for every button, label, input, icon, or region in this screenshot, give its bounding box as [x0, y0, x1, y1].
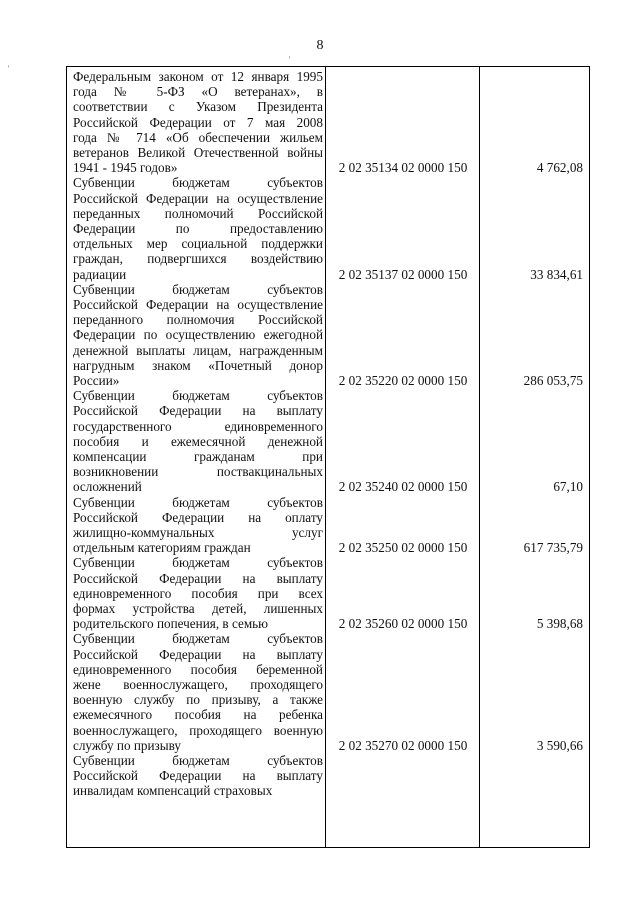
description-line: военнослужащего, проходящего военную: [73, 722, 323, 738]
description-line: Российской Федерации на оплату: [73, 509, 323, 525]
row-description: [73, 495, 323, 556]
scan-mark: ': [8, 64, 10, 73]
description-line: ежемесячного пособия на ребенка: [73, 707, 323, 723]
description-line: денежной выплаты лицам, награжденным: [73, 342, 323, 358]
description-line: Российской Федерации на осуществление: [73, 190, 323, 206]
amount-value: 33 834,61: [530, 266, 583, 282]
description-line: инвалидам компенсаций страховых: [73, 783, 273, 799]
row-description: [73, 282, 323, 388]
description-line: Субвенции бюджетам субъектов: [73, 753, 323, 768]
amount-value: 5 398,68: [536, 616, 583, 632]
description-line: отдельных мер социальной поддержки: [73, 236, 323, 252]
row-description: [73, 555, 323, 631]
description-line: нагрудным знаком «Почетный донор: [73, 357, 323, 373]
description-line: службу по призыву: [73, 737, 181, 753]
description-line: единовременного пособия беременной: [73, 661, 323, 677]
budget-code: 2 02 35134 02 0000 150: [338, 160, 468, 176]
budget-code: 2 02 35240 02 0000 150: [338, 479, 468, 495]
budget-code: 2 02 35220 02 0000 150: [338, 372, 468, 388]
description-line: жилищно-коммунальных услуг: [73, 524, 323, 540]
column-divider: [479, 67, 480, 847]
description-line: переданного полномочия Российской: [73, 312, 323, 328]
description-line: Федерации по осуществлению ежегодной: [73, 327, 323, 343]
amount-value: 617 735,79: [523, 540, 583, 556]
description-line: государственного единовременного: [73, 418, 323, 434]
description-line: Российской Федерации на выплату: [73, 768, 323, 784]
description-line: Федеральным законом от 12 января 1995: [73, 69, 323, 84]
description-line: России»: [73, 372, 120, 388]
amount-value: 3 590,66: [536, 737, 583, 753]
description-line: года № 5-ФЗ «О ветеранах», в: [73, 84, 323, 100]
description-line: Субвенции бюджетам субъектов: [73, 175, 323, 191]
description-line: года № 714 «Об обеспечении жильем: [73, 129, 323, 145]
description-line: Субвенции бюджетам субъектов: [73, 494, 323, 510]
row-description: [73, 753, 323, 799]
row-description: [73, 69, 323, 175]
description-line: переданных полномочий Российской: [73, 205, 323, 221]
revenue-table: [66, 66, 590, 848]
budget-code: 2 02 35137 02 0000 150: [338, 266, 468, 282]
description-line: Российской Федерации от 7 мая 2008: [73, 114, 323, 130]
budget-code: 2 02 35270 02 0000 150: [338, 737, 468, 753]
row-description: [73, 388, 323, 494]
description-line: Субвенции бюджетам субъектов: [73, 555, 323, 571]
description-line: пособия и ежемесячной денежной: [73, 433, 323, 449]
description-line: возникновении поствакцинальных: [73, 464, 323, 480]
budget-code: 2 02 35250 02 0000 150: [338, 540, 468, 556]
description-line: жене военнослужащего, проходящего: [73, 676, 323, 692]
row-description: [73, 175, 323, 281]
amount-value: 4 762,08: [536, 160, 583, 176]
description-line: формах устройства детей, лишенных: [73, 600, 323, 616]
description-line: Федерации по предоставлению: [73, 220, 323, 236]
description-line: Субвенции бюджетам субъектов: [73, 388, 323, 404]
description-line: радиации: [73, 266, 127, 282]
description-line: соответствии с Указом Президента: [73, 99, 323, 115]
description-line: отдельным категориям граждан: [73, 540, 251, 556]
description-line: Субвенции бюджетам субъектов: [73, 281, 323, 297]
scan-mark: ': [289, 55, 291, 64]
description-line: ветеранов Великой Отечественной войны: [73, 144, 323, 160]
description-line: Российской Федерации на выплату: [73, 403, 323, 419]
page-number: 8: [316, 38, 324, 53]
description-line: военную службу по призыву, а также: [73, 692, 323, 708]
description-line: единовременного пособия при всех: [73, 585, 323, 601]
description-line: Российской Федерации на осуществление: [73, 296, 323, 312]
amount-value: 67,10: [553, 479, 583, 495]
description-line: 1941 - 1945 годов»: [73, 160, 178, 176]
description-line: осложнений: [73, 479, 142, 495]
row-description: [73, 631, 323, 753]
description-line: компенсации гражданам при: [73, 448, 323, 464]
description-line: граждан, подвергшихся воздействию: [73, 251, 323, 267]
description-line: родительского попечения, в семью: [73, 616, 269, 632]
description-line: Российской Федерации на выплату: [73, 570, 323, 586]
description-line: Российской Федерации на выплату: [73, 646, 323, 662]
amount-value: 286 053,75: [523, 372, 583, 388]
column-divider: [325, 67, 326, 847]
description-line: Субвенции бюджетам субъектов: [73, 631, 323, 647]
budget-code: 2 02 35260 02 0000 150: [338, 616, 468, 632]
